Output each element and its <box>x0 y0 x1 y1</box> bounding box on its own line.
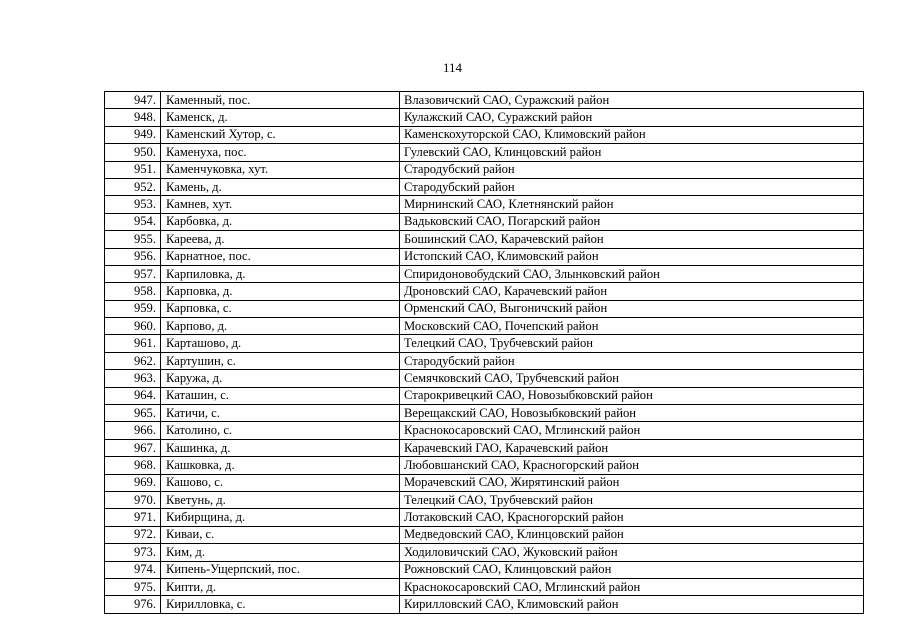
row-number-cell: 969. <box>105 474 161 491</box>
table-row <box>105 178 864 195</box>
table-row <box>105 370 864 387</box>
table-row <box>105 544 864 561</box>
district-cell: Кирилловский САО, Климовский район <box>400 596 864 613</box>
district-cell: Мирнинский САО, Клетнянский район <box>400 196 864 213</box>
settlement-name-cell: Каменчуковка, хут. <box>161 161 400 178</box>
district-cell: Вадьковский САО, Погарский район <box>400 213 864 230</box>
district-cell: Гулевский САО, Клинцовский район <box>400 144 864 161</box>
settlement-name-cell: Карпиловка, д. <box>161 265 400 282</box>
settlement-name-cell: Картушин, с. <box>161 352 400 369</box>
settlement-name-cell: Карпово, д. <box>161 318 400 335</box>
table-row <box>105 596 864 613</box>
district-cell: Стародубский район <box>400 352 864 369</box>
settlement-name-cell: Карповка, д. <box>161 283 400 300</box>
settlement-name-cell: Кветунь, д. <box>161 491 400 508</box>
district-cell: Дроновский САО, Карачевский район <box>400 283 864 300</box>
table-row <box>105 318 864 335</box>
row-number-cell: 966. <box>105 422 161 439</box>
settlement-name-cell: Киваи, с. <box>161 526 400 543</box>
settlement-name-cell: Ким, д. <box>161 544 400 561</box>
row-number-cell: 967. <box>105 439 161 456</box>
settlement-name-cell: Карнатное, пос. <box>161 248 400 265</box>
row-number-cell: 957. <box>105 265 161 282</box>
district-cell: Бошинский САО, Карачевский район <box>400 231 864 248</box>
settlement-name-cell: Кипти, д. <box>161 578 400 595</box>
table-row <box>105 509 864 526</box>
table-row <box>105 405 864 422</box>
district-cell: Ходиловичский САО, Жуковский район <box>400 544 864 561</box>
district-cell: Старокривецкий САО, Новозыбковский район <box>400 387 864 404</box>
row-number-cell: 962. <box>105 352 161 369</box>
table-row <box>105 335 864 352</box>
row-number-cell: 961. <box>105 335 161 352</box>
page-number: 114 <box>442 60 463 75</box>
district-cell: Краснокосаровский САО, Мглинский район <box>400 578 864 595</box>
table-row <box>105 144 864 161</box>
settlement-name-cell: Карташово, д. <box>161 335 400 352</box>
settlement-name-cell: Каменский Хутор, с. <box>161 126 400 143</box>
table-row <box>105 248 864 265</box>
district-cell: Верещакский САО, Новозыбковский район <box>400 405 864 422</box>
row-number-cell: 949. <box>105 126 161 143</box>
row-number-cell: 964. <box>105 387 161 404</box>
settlement-name-cell: Камень, д. <box>161 178 400 195</box>
table-row <box>105 526 864 543</box>
row-number-cell: 959. <box>105 300 161 317</box>
row-number-cell: 971. <box>105 509 161 526</box>
table-row <box>105 457 864 474</box>
settlement-name-cell: Кареева, д. <box>161 231 400 248</box>
district-cell: Карачевский ГАО, Карачевский район <box>400 439 864 456</box>
district-cell: Стародубский район <box>400 178 864 195</box>
table-row <box>105 300 864 317</box>
settlements-table <box>104 91 864 614</box>
district-cell: Семячковский САО, Трубчевский район <box>400 370 864 387</box>
settlement-name-cell: Кашковка, д. <box>161 457 400 474</box>
row-number-cell: 948. <box>105 109 161 126</box>
settlement-name-cell: Католино, с. <box>161 422 400 439</box>
settlement-name-cell: Каменный, пос. <box>161 92 400 109</box>
district-cell: Краснокосаровский САО, Мглинский район <box>400 422 864 439</box>
table-row <box>105 387 864 404</box>
settlement-name-cell: Катичи, с. <box>161 405 400 422</box>
row-number-cell: 965. <box>105 405 161 422</box>
district-cell: Стародубский район <box>400 161 864 178</box>
settlement-name-cell: Каменск, д. <box>161 109 400 126</box>
row-number-cell: 952. <box>105 178 161 195</box>
table-row <box>105 439 864 456</box>
settlement-name-cell: Кирилловка, с. <box>161 596 400 613</box>
row-number-cell: 963. <box>105 370 161 387</box>
settlement-name-cell: Кипень-Ущерпский, пос. <box>161 561 400 578</box>
district-cell: Каменскохуторской САО, Климовский район <box>400 126 864 143</box>
district-cell: Лотаковский САО, Красногорский район <box>400 509 864 526</box>
district-cell: Московский САО, Почепский район <box>400 318 864 335</box>
district-cell: Медведовский САО, Клинцовский район <box>400 526 864 543</box>
table-row <box>105 422 864 439</box>
table-row <box>105 196 864 213</box>
district-cell: Кулажский САО, Суражский район <box>400 109 864 126</box>
settlement-name-cell: Карповка, с. <box>161 300 400 317</box>
table-row <box>105 92 864 109</box>
row-number-cell: 970. <box>105 491 161 508</box>
settlement-name-cell: Кибирщина, д. <box>161 509 400 526</box>
row-number-cell: 975. <box>105 578 161 595</box>
row-number-cell: 968. <box>105 457 161 474</box>
settlement-name-cell: Каружа, д. <box>161 370 400 387</box>
table-row <box>105 265 864 282</box>
settlement-name-cell: Камнев, хут. <box>161 196 400 213</box>
table-row <box>105 126 864 143</box>
table-row <box>105 352 864 369</box>
settlement-name-cell: Каменуха, пос. <box>161 144 400 161</box>
row-number-cell: 972. <box>105 526 161 543</box>
table-row <box>105 474 864 491</box>
table-row <box>105 109 864 126</box>
district-cell: Спиридоновобудский САО, Злынковский район <box>400 265 864 282</box>
district-cell: Рожновский САО, Клинцовский район <box>400 561 864 578</box>
row-number-cell: 950. <box>105 144 161 161</box>
settlement-name-cell: Кашинка, д. <box>161 439 400 456</box>
table-row <box>105 578 864 595</box>
row-number-cell: 958. <box>105 283 161 300</box>
district-cell: Телецкий САО, Трубчевский район <box>400 335 864 352</box>
district-cell: Истопский САО, Климовский район <box>400 248 864 265</box>
district-cell: Морачевский САО, Жирятинский район <box>400 474 864 491</box>
row-number-cell: 976. <box>105 596 161 613</box>
row-number-cell: 947. <box>105 92 161 109</box>
table-row <box>105 561 864 578</box>
row-number-cell: 956. <box>105 248 161 265</box>
district-cell: Любовшанский САО, Красногорский район <box>400 457 864 474</box>
row-number-cell: 955. <box>105 231 161 248</box>
table-row <box>105 231 864 248</box>
row-number-cell: 954. <box>105 213 161 230</box>
table-row <box>105 161 864 178</box>
table-row <box>105 491 864 508</box>
settlement-name-cell: Карбовка, д. <box>161 213 400 230</box>
settlement-name-cell: Кашово, с. <box>161 474 400 491</box>
row-number-cell: 973. <box>105 544 161 561</box>
settlements-table-body <box>105 92 864 614</box>
row-number-cell: 960. <box>105 318 161 335</box>
row-number-cell: 974. <box>105 561 161 578</box>
row-number-cell: 953. <box>105 196 161 213</box>
district-cell: Орменский САО, Выгоничский район <box>400 300 864 317</box>
table-row <box>105 213 864 230</box>
row-number-cell: 951. <box>105 161 161 178</box>
district-cell: Влазовичский САО, Суражский район <box>400 92 864 109</box>
settlement-name-cell: Каташин, с. <box>161 387 400 404</box>
table-row <box>105 283 864 300</box>
district-cell: Телецкий САО, Трубчевский район <box>400 491 864 508</box>
